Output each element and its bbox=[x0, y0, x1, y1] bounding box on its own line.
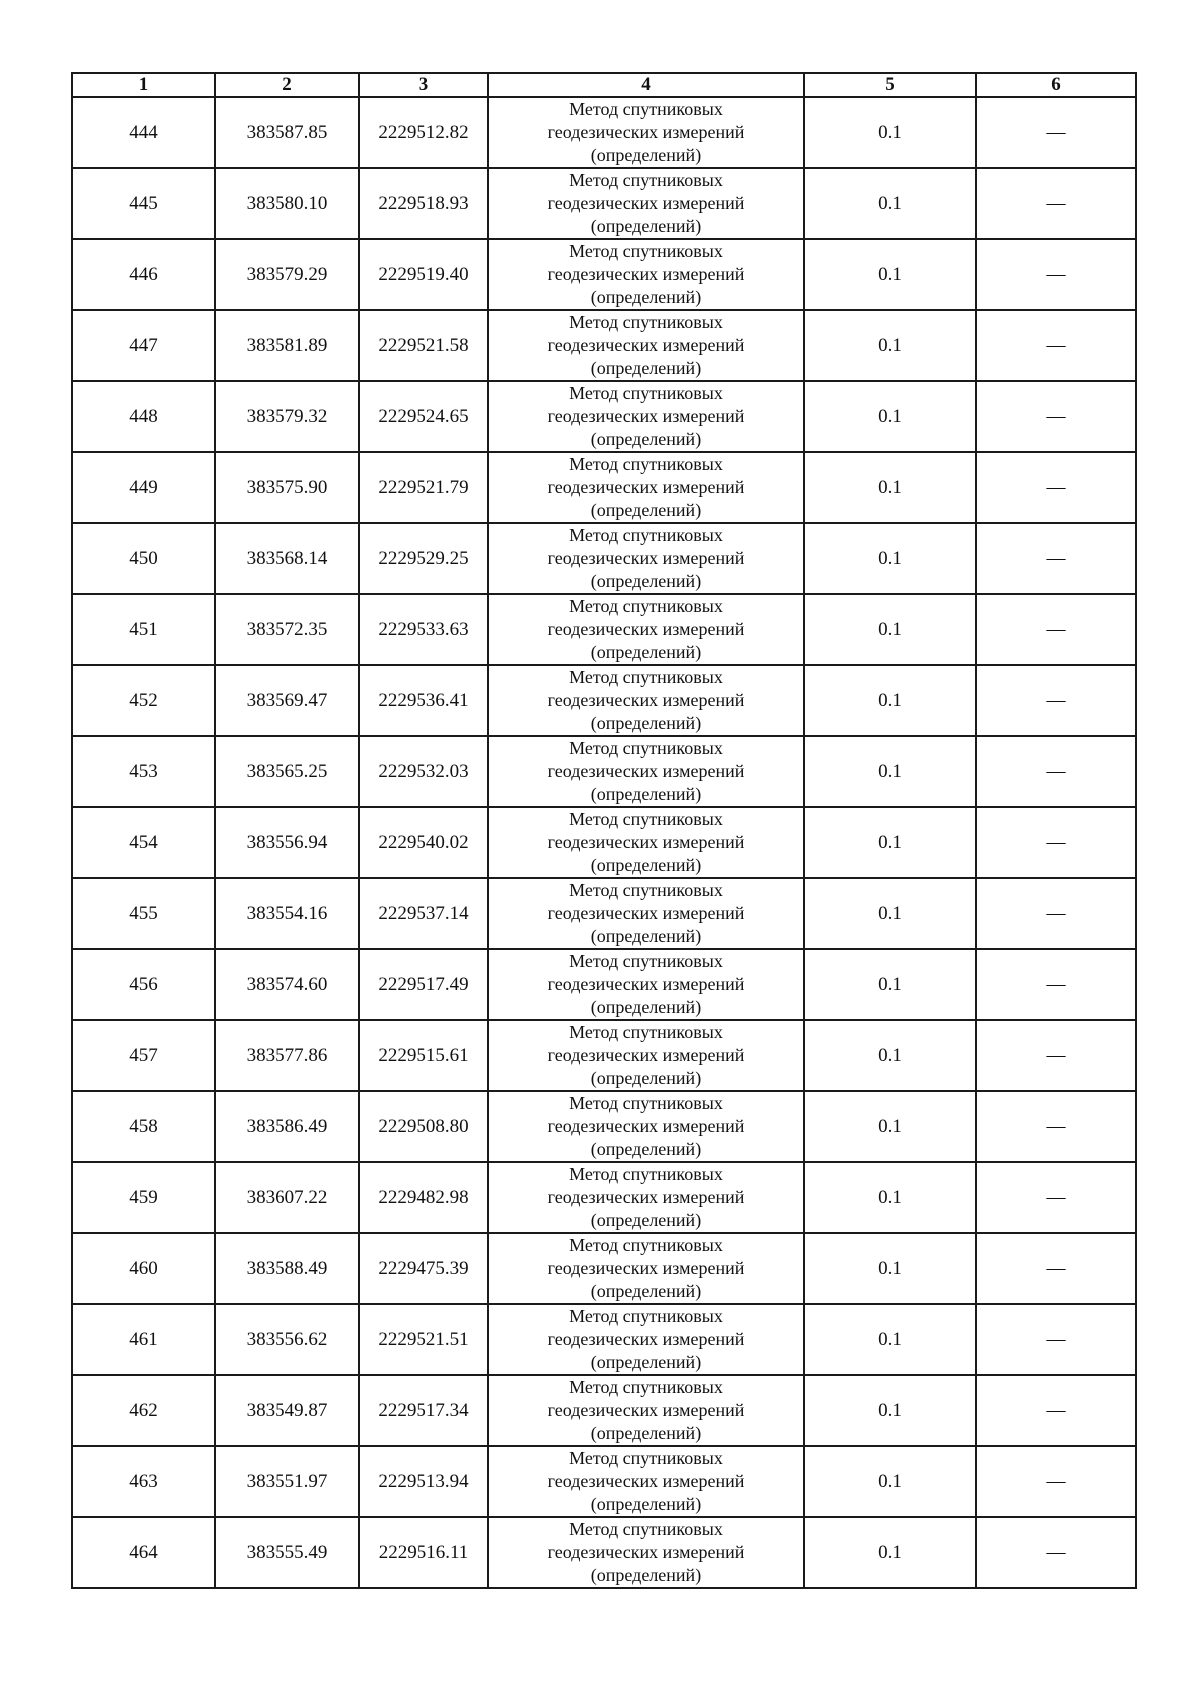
column-header-6: 6 bbox=[976, 73, 1136, 97]
method-text-line: Метод спутниковых bbox=[569, 809, 723, 829]
method-text-line: Метод спутниковых bbox=[569, 738, 723, 758]
accuracy-cell: 0.1 bbox=[804, 878, 976, 949]
table-row bbox=[72, 1233, 1136, 1304]
note-cell: — bbox=[976, 381, 1136, 452]
x-coordinate-cell: 383549.87 bbox=[215, 1375, 359, 1446]
method-cell bbox=[488, 239, 804, 310]
table-row bbox=[72, 1375, 1136, 1446]
method-text-line: геодезических измерений bbox=[547, 335, 745, 355]
accuracy-cell: 0.1 bbox=[804, 452, 976, 523]
column-header-2: 2 bbox=[215, 73, 359, 97]
method-text-line: (определений) bbox=[590, 1068, 702, 1088]
method-text-line: Метод спутниковых bbox=[569, 170, 723, 190]
x-coordinate-cell: 383581.89 bbox=[215, 310, 359, 381]
method-text-line: геодезических измерений bbox=[547, 1400, 745, 1420]
method-text-line: Метод спутниковых bbox=[569, 312, 723, 332]
table-row bbox=[72, 452, 1136, 523]
method-text-line: Метод спутниковых bbox=[569, 525, 723, 545]
accuracy-cell: 0.1 bbox=[804, 594, 976, 665]
method-cell bbox=[488, 310, 804, 381]
y-coordinate-cell: 2229517.49 bbox=[359, 949, 488, 1020]
x-coordinate-cell: 383574.60 bbox=[215, 949, 359, 1020]
x-coordinate-cell: 383556.62 bbox=[215, 1304, 359, 1375]
y-coordinate-cell: 2229475.39 bbox=[359, 1233, 488, 1304]
table-row bbox=[72, 381, 1136, 452]
x-coordinate-cell: 383579.29 bbox=[215, 239, 359, 310]
method-text-line: (определений) bbox=[590, 500, 702, 520]
note-cell: — bbox=[976, 807, 1136, 878]
method-text-line: геодезических измерений bbox=[547, 1471, 745, 1491]
table-row bbox=[72, 665, 1136, 736]
y-coordinate-cell: 2229521.58 bbox=[359, 310, 488, 381]
x-coordinate-cell: 383555.49 bbox=[215, 1517, 359, 1588]
point-number-cell: 461 bbox=[72, 1304, 215, 1375]
method-cell bbox=[488, 1304, 804, 1375]
y-coordinate-cell: 2229517.34 bbox=[359, 1375, 488, 1446]
point-number-cell: 452 bbox=[72, 665, 215, 736]
note-cell: — bbox=[976, 97, 1136, 168]
method-cell bbox=[488, 1233, 804, 1304]
y-coordinate-cell: 2229482.98 bbox=[359, 1162, 488, 1233]
y-coordinate-cell: 2229540.02 bbox=[359, 807, 488, 878]
note-cell: — bbox=[976, 949, 1136, 1020]
method-text-line: (определений) bbox=[590, 1210, 702, 1230]
note-cell: — bbox=[976, 239, 1136, 310]
point-number-cell: 463 bbox=[72, 1446, 215, 1517]
method-text-line: геодезических измерений bbox=[547, 477, 745, 497]
method-text-line: геодезических измерений bbox=[547, 690, 745, 710]
point-number-cell: 454 bbox=[72, 807, 215, 878]
header-row bbox=[72, 73, 1136, 97]
x-coordinate-cell: 383587.85 bbox=[215, 97, 359, 168]
method-text-line: геодезических измерений bbox=[547, 1116, 745, 1136]
method-text-line: (определений) bbox=[590, 1565, 702, 1585]
method-text-line: (определений) bbox=[590, 1352, 702, 1372]
note-cell: — bbox=[976, 452, 1136, 523]
method-text-line: Метод спутниковых bbox=[569, 667, 723, 687]
method-text-line: (определений) bbox=[590, 145, 702, 165]
method-text-line: (определений) bbox=[590, 784, 702, 804]
accuracy-cell: 0.1 bbox=[804, 523, 976, 594]
accuracy-cell: 0.1 bbox=[804, 310, 976, 381]
note-cell: — bbox=[976, 1233, 1136, 1304]
method-text-line: (определений) bbox=[590, 1423, 702, 1443]
point-number-cell: 457 bbox=[72, 1020, 215, 1091]
y-coordinate-cell: 2229529.25 bbox=[359, 523, 488, 594]
x-coordinate-cell: 383554.16 bbox=[215, 878, 359, 949]
method-text-line: Метод спутниковых bbox=[569, 1306, 723, 1326]
method-text-line: (определений) bbox=[590, 216, 702, 236]
accuracy-cell: 0.1 bbox=[804, 1233, 976, 1304]
table-row bbox=[72, 807, 1136, 878]
table-row bbox=[72, 239, 1136, 310]
point-number-cell: 448 bbox=[72, 381, 215, 452]
method-cell bbox=[488, 807, 804, 878]
method-text-line: Метод спутниковых bbox=[569, 383, 723, 403]
accuracy-cell: 0.1 bbox=[804, 1091, 976, 1162]
y-coordinate-cell: 2229519.40 bbox=[359, 239, 488, 310]
accuracy-cell: 0.1 bbox=[804, 1020, 976, 1091]
point-number-cell: 453 bbox=[72, 736, 215, 807]
method-cell bbox=[488, 878, 804, 949]
method-text-line: Метод спутниковых bbox=[569, 454, 723, 474]
note-cell: — bbox=[976, 878, 1136, 949]
method-cell bbox=[488, 452, 804, 523]
method-text-line: геодезических измерений bbox=[547, 761, 745, 781]
column-header-1: 1 bbox=[72, 73, 215, 97]
method-text-line: (определений) bbox=[590, 642, 702, 662]
note-cell: — bbox=[976, 665, 1136, 736]
x-coordinate-cell: 383577.86 bbox=[215, 1020, 359, 1091]
point-number-cell: 464 bbox=[72, 1517, 215, 1588]
point-number-cell: 446 bbox=[72, 239, 215, 310]
accuracy-cell: 0.1 bbox=[804, 1304, 976, 1375]
note-cell: — bbox=[976, 1162, 1136, 1233]
method-text-line: Метод спутниковых bbox=[569, 1519, 723, 1539]
point-number-cell: 447 bbox=[72, 310, 215, 381]
point-number-cell: 449 bbox=[72, 452, 215, 523]
method-text-line: Метод спутниковых bbox=[569, 1164, 723, 1184]
note-cell: — bbox=[976, 168, 1136, 239]
method-text-line: геодезических измерений bbox=[547, 1187, 745, 1207]
note-cell: — bbox=[976, 736, 1136, 807]
method-text-line: Метод спутниковых bbox=[569, 951, 723, 971]
x-coordinate-cell: 383565.25 bbox=[215, 736, 359, 807]
accuracy-cell: 0.1 bbox=[804, 949, 976, 1020]
method-text-line: геодезических измерений bbox=[547, 903, 745, 923]
x-coordinate-cell: 383551.97 bbox=[215, 1446, 359, 1517]
method-text-line: геодезических измерений bbox=[547, 1329, 745, 1349]
note-cell: — bbox=[976, 1091, 1136, 1162]
table-row bbox=[72, 523, 1136, 594]
accuracy-cell: 0.1 bbox=[804, 1375, 976, 1446]
x-coordinate-cell: 383569.47 bbox=[215, 665, 359, 736]
y-coordinate-cell: 2229516.11 bbox=[359, 1517, 488, 1588]
method-text-line: геодезических измерений bbox=[547, 974, 745, 994]
method-text-line: (определений) bbox=[590, 571, 702, 591]
y-coordinate-cell: 2229537.14 bbox=[359, 878, 488, 949]
note-cell: — bbox=[976, 310, 1136, 381]
x-coordinate-cell: 383575.90 bbox=[215, 452, 359, 523]
table-row bbox=[72, 97, 1136, 168]
note-cell: — bbox=[976, 1517, 1136, 1588]
y-coordinate-cell: 2229532.03 bbox=[359, 736, 488, 807]
method-text-line: геодезических измерений bbox=[547, 548, 745, 568]
method-text-line: (определений) bbox=[590, 713, 702, 733]
method-text-line: геодезических измерений bbox=[547, 122, 745, 142]
table-row bbox=[72, 736, 1136, 807]
method-cell bbox=[488, 1162, 804, 1233]
point-number-cell: 451 bbox=[72, 594, 215, 665]
method-text-line: (определений) bbox=[590, 926, 702, 946]
point-number-cell: 445 bbox=[72, 168, 215, 239]
method-cell bbox=[488, 97, 804, 168]
method-cell bbox=[488, 665, 804, 736]
method-text-line: Метод спутниковых bbox=[569, 1235, 723, 1255]
y-coordinate-cell: 2229508.80 bbox=[359, 1091, 488, 1162]
table-row bbox=[72, 310, 1136, 381]
table-row bbox=[72, 594, 1136, 665]
method-text-line: геодезических измерений bbox=[547, 264, 745, 284]
method-text-line: Метод спутниковых bbox=[569, 596, 723, 616]
y-coordinate-cell: 2229536.41 bbox=[359, 665, 488, 736]
method-cell bbox=[488, 949, 804, 1020]
x-coordinate-cell: 383572.35 bbox=[215, 594, 359, 665]
y-coordinate-cell: 2229515.61 bbox=[359, 1020, 488, 1091]
note-cell: — bbox=[976, 1304, 1136, 1375]
table-row bbox=[72, 168, 1136, 239]
method-cell bbox=[488, 1446, 804, 1517]
method-text-line: (определений) bbox=[590, 1281, 702, 1301]
note-cell: — bbox=[976, 523, 1136, 594]
method-text-line: геодезических измерений bbox=[547, 1542, 745, 1562]
method-cell bbox=[488, 1091, 804, 1162]
y-coordinate-cell: 2229512.82 bbox=[359, 97, 488, 168]
method-text-line: (определений) bbox=[590, 1494, 702, 1514]
accuracy-cell: 0.1 bbox=[804, 168, 976, 239]
y-coordinate-cell: 2229533.63 bbox=[359, 594, 488, 665]
note-cell: — bbox=[976, 1375, 1136, 1446]
method-cell bbox=[488, 594, 804, 665]
point-number-cell: 458 bbox=[72, 1091, 215, 1162]
y-coordinate-cell: 2229521.51 bbox=[359, 1304, 488, 1375]
table-row bbox=[72, 1091, 1136, 1162]
method-text-line: Метод спутниковых bbox=[569, 1448, 723, 1468]
method-cell bbox=[488, 1517, 804, 1588]
method-cell bbox=[488, 1375, 804, 1446]
table-row bbox=[72, 1304, 1136, 1375]
x-coordinate-cell: 383556.94 bbox=[215, 807, 359, 878]
point-number-cell: 455 bbox=[72, 878, 215, 949]
method-cell bbox=[488, 168, 804, 239]
x-coordinate-cell: 383588.49 bbox=[215, 1233, 359, 1304]
table-row bbox=[72, 949, 1136, 1020]
method-text-line: Метод спутниковых bbox=[569, 1022, 723, 1042]
method-cell bbox=[488, 1020, 804, 1091]
point-number-cell: 456 bbox=[72, 949, 215, 1020]
note-cell: — bbox=[976, 1446, 1136, 1517]
method-cell bbox=[488, 381, 804, 452]
column-header-3: 3 bbox=[359, 73, 488, 97]
x-coordinate-cell: 383607.22 bbox=[215, 1162, 359, 1233]
accuracy-cell: 0.1 bbox=[804, 97, 976, 168]
method-text-line: геодезических измерений bbox=[547, 193, 745, 213]
table-row bbox=[72, 1162, 1136, 1233]
method-text-line: (определений) bbox=[590, 855, 702, 875]
method-text-line: геодезических измерений bbox=[547, 832, 745, 852]
point-number-cell: 444 bbox=[72, 97, 215, 168]
point-number-cell: 460 bbox=[72, 1233, 215, 1304]
y-coordinate-cell: 2229521.79 bbox=[359, 452, 488, 523]
method-cell bbox=[488, 736, 804, 807]
method-text-line: Метод спутниковых bbox=[569, 1093, 723, 1113]
table-row bbox=[72, 1517, 1136, 1588]
method-text-line: (определений) bbox=[590, 429, 702, 449]
method-text-line: геодезических измерений bbox=[547, 1045, 745, 1065]
point-number-cell: 462 bbox=[72, 1375, 215, 1446]
method-text-line: (определений) bbox=[590, 997, 702, 1017]
point-number-cell: 450 bbox=[72, 523, 215, 594]
method-text-line: Метод спутниковых bbox=[569, 241, 723, 261]
method-text-line: Метод спутниковых bbox=[569, 1377, 723, 1397]
accuracy-cell: 0.1 bbox=[804, 1162, 976, 1233]
x-coordinate-cell: 383568.14 bbox=[215, 523, 359, 594]
x-coordinate-cell: 383580.10 bbox=[215, 168, 359, 239]
accuracy-cell: 0.1 bbox=[804, 665, 976, 736]
x-coordinate-cell: 383579.32 bbox=[215, 381, 359, 452]
method-cell bbox=[488, 523, 804, 594]
accuracy-cell: 0.1 bbox=[804, 1446, 976, 1517]
method-text-line: Метод спутниковых bbox=[569, 99, 723, 119]
note-cell: — bbox=[976, 594, 1136, 665]
note-cell: — bbox=[976, 1020, 1136, 1091]
y-coordinate-cell: 2229513.94 bbox=[359, 1446, 488, 1517]
column-header-4: 4 bbox=[488, 73, 804, 97]
method-text-line: (определений) bbox=[590, 358, 702, 378]
method-text-line: геодезических измерений bbox=[547, 619, 745, 639]
accuracy-cell: 0.1 bbox=[804, 381, 976, 452]
method-text-line: (определений) bbox=[590, 287, 702, 307]
accuracy-cell: 0.1 bbox=[804, 1517, 976, 1588]
accuracy-cell: 0.1 bbox=[804, 807, 976, 878]
table-body bbox=[72, 97, 1136, 1588]
y-coordinate-cell: 2229524.65 bbox=[359, 381, 488, 452]
point-number-cell: 459 bbox=[72, 1162, 215, 1233]
coordinates-table bbox=[71, 72, 1137, 1589]
table-row bbox=[72, 1446, 1136, 1517]
table-row bbox=[72, 1020, 1136, 1091]
table-row bbox=[72, 878, 1136, 949]
method-text-line: геодезических измерений bbox=[547, 406, 745, 426]
method-text-line: Метод спутниковых bbox=[569, 880, 723, 900]
x-coordinate-cell: 383586.49 bbox=[215, 1091, 359, 1162]
method-text-line: геодезических измерений bbox=[547, 1258, 745, 1278]
accuracy-cell: 0.1 bbox=[804, 736, 976, 807]
accuracy-cell: 0.1 bbox=[804, 239, 976, 310]
column-header-5: 5 bbox=[804, 73, 976, 97]
method-text-line: (определений) bbox=[590, 1139, 702, 1159]
y-coordinate-cell: 2229518.93 bbox=[359, 168, 488, 239]
